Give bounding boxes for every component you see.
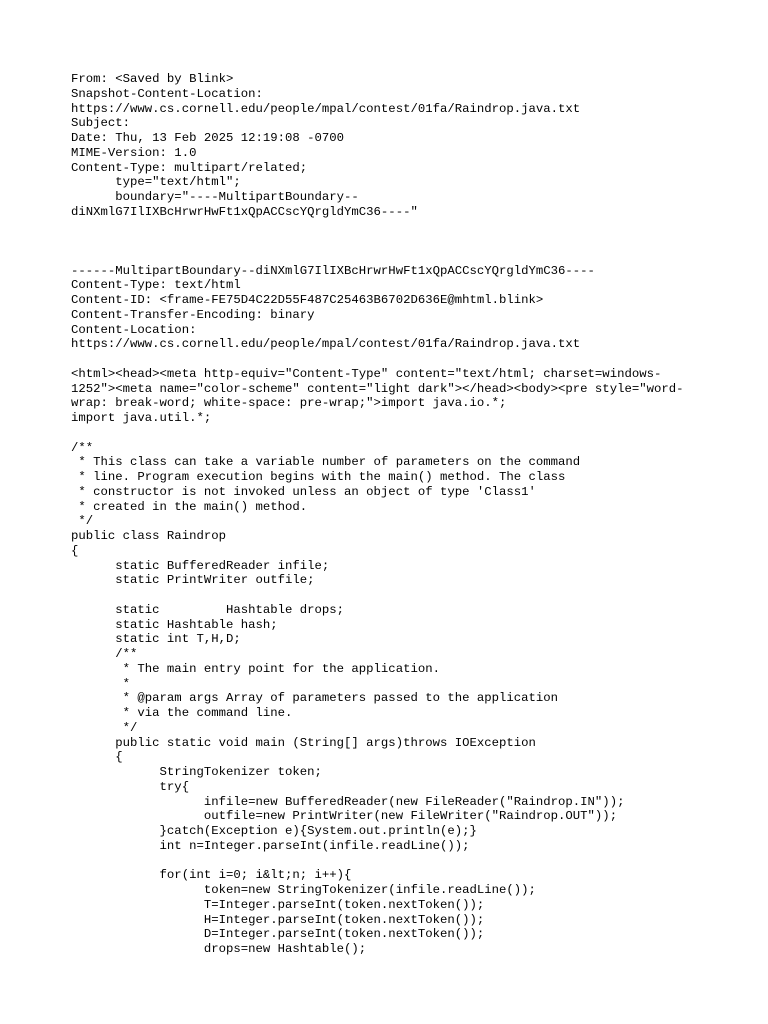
header-line: From: <Saved by Blink> <box>71 72 234 86</box>
code-line: D=Integer.parseInt(token.nextToken()); <box>71 927 485 942</box>
header-line: Date: Thu, 13 Feb 2025 12:19:08 -0700 <box>71 131 345 145</box>
code-line: * created in the main() method. <box>71 499 308 514</box>
html-line: wrap: break-word; white-space: pre-wrap;">import java.io.*; <box>71 396 507 411</box>
header-line: type="text/html"; <box>71 175 241 190</box>
html-line: <html><head><meta http-equiv="Content-Type" content="text/html; charset=windows- <box>71 366 662 381</box>
code-line: try{ <box>71 779 190 794</box>
code-line: outfile=new PrintWriter(new FileWriter("Raindrop.OUT")); <box>71 809 618 824</box>
header-line: Subject: <box>71 116 131 131</box>
code-line: * @param args Array of parameters passed to the application <box>71 691 559 706</box>
code-line: public class Raindrop <box>71 529 226 543</box>
java-code-block <box>71 441 701 957</box>
code-line: */ <box>71 514 94 529</box>
header-line: MIME-Version: 1.0 <box>71 145 197 160</box>
header-line: Snapshot-Content-Location: <box>71 86 263 101</box>
header-line: diNXmlG7IlIXBcHrwrHwFt1xQpACCscYQrgldYmC36----" <box>71 204 418 219</box>
code-line: public static void main (String[] args)throws IOException <box>71 735 536 750</box>
part-header-line: Content-ID: <frame-FE75D4C22D55F487C25463B6702D636E@mhtml.blink> <box>71 293 544 307</box>
code-line: * The main entry point for the application. <box>71 661 440 676</box>
header-line: boundary="----MultipartBoundary-- <box>71 190 359 204</box>
document-page <box>71 72 701 957</box>
html-line: 1252"><meta name="color-scheme" content="light dark"></head><body><pre style="word- <box>71 381 684 396</box>
part-header-line: Content-Location: <box>71 322 197 337</box>
code-line: }catch(Exception e){System.out.println(e);} <box>71 824 477 838</box>
code-line: * constructor is not invoked unless an object of type 'Class1' <box>71 484 536 499</box>
part-header-line: Content-Transfer-Encoding: binary <box>71 307 315 322</box>
part-header-line: ------MultipartBoundary--diNXmlG7IlIXBcHrwrHwFt1xQpACCscYQrgldYmC36---- <box>71 263 595 278</box>
html-source-block <box>71 367 701 426</box>
code-line: for(int i=0; i&lt;n; i++){ <box>71 868 352 883</box>
code-line: * This class can take a variable number of parameters on the command <box>71 455 581 470</box>
code-line: token=new StringTokenizer(infile.readLine()); <box>71 883 536 897</box>
code-line: { <box>71 750 123 765</box>
code-line: static int T,H,D; <box>71 632 241 647</box>
code-line: */ <box>71 720 138 735</box>
code-line: static Hashtable drops; <box>71 602 345 617</box>
code-line: static PrintWriter outfile; <box>71 573 315 588</box>
code-line: /** <box>71 647 138 661</box>
code-line: static Hashtable hash; <box>71 617 278 632</box>
html-line: import java.util.*; <box>71 411 212 425</box>
code-line: * via the command line. <box>71 706 293 720</box>
code-line: infile=new BufferedReader(new FileReader("Raindrop.IN")); <box>71 794 625 809</box>
header-line: https://www.cs.cornell.edu/people/mpal/contest/01fa/Raindrop.java.txt <box>71 101 581 116</box>
code-line: H=Integer.parseInt(token.nextToken()); <box>71 912 485 927</box>
code-line: /** <box>71 440 94 455</box>
mime-part-header-block <box>71 264 701 353</box>
mime-header-block <box>71 72 701 220</box>
code-line: * <box>71 676 131 691</box>
code-line: static BufferedReader infile; <box>71 558 330 573</box>
code-line: { <box>71 543 79 558</box>
code-line: StringTokenizer token; <box>71 765 322 779</box>
code-line: int n=Integer.parseInt(infile.readLine()); <box>71 838 470 853</box>
code-line: T=Integer.parseInt(token.nextToken()); <box>71 897 485 912</box>
part-header-line: Content-Type: text/html <box>71 278 241 293</box>
code-line: drops=new Hashtable(); <box>71 942 367 956</box>
header-line: Content-Type: multipart/related; <box>71 160 308 175</box>
part-header-line: https://www.cs.cornell.edu/people/mpal/contest/01fa/Raindrop.java.txt <box>71 337 581 352</box>
code-line: * line. Program execution begins with the main() method. The class <box>71 470 566 484</box>
